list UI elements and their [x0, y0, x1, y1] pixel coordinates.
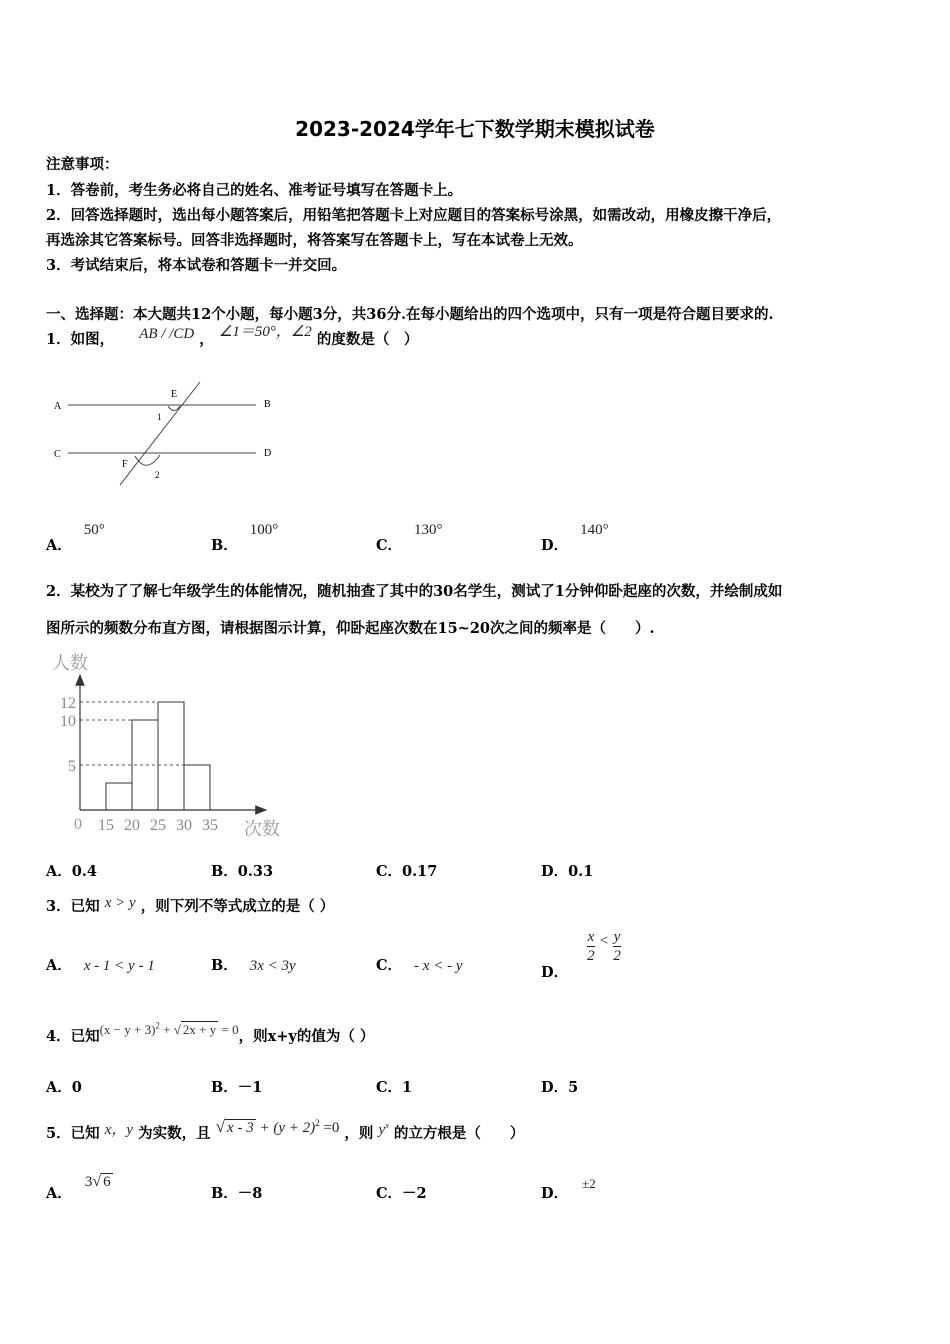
question-4: 4．已知$^{(x - y + 3)^2 + √ 2x + y = 0}$，则x+y的值为（ ）: [46, 1020, 375, 1045]
q2-line-1: 2．某校为了了解七年级学生的体能情况，随机抽查了其中的30名学生，测试了1分钟仰卧起座的次数，并绘制成如: [46, 583, 783, 600]
x-tick-label: 35: [202, 817, 218, 834]
q3-option-c[interactable]: C． - x < - y: [376, 957, 463, 974]
note-item: 1．答卷前，考生务必将自己的姓名、准考证号填写在答题卡上。: [46, 182, 463, 199]
notes-heading: 注意事项：: [46, 156, 119, 173]
note-item: 3．考试结束后，将本试卷和答题卡一并交回。: [46, 257, 347, 274]
q1-math-angle: ∠1＝50°，∠2: [218, 324, 312, 340]
q1-math-parallel: AB / /CD: [139, 326, 195, 342]
x-tick-label: 25: [150, 817, 166, 834]
q5-option-d[interactable]: D．±2: [541, 1176, 596, 1202]
q1-option-b[interactable]: B．100°: [211, 522, 279, 554]
q2-option-d[interactable]: D．0.1: [541, 863, 594, 880]
x-axis-label: 次数: [244, 819, 280, 839]
q1-option-a[interactable]: A．50°: [46, 522, 105, 554]
question-1: [46, 324, 419, 349]
question-3: 3．已知 x > y ，则下列不等式成立的是（ ）: [46, 895, 335, 915]
histogram-bar: [184, 765, 210, 810]
note-item: 2．回答选择题时，选出每小题答案后，用铅笔把答题卡上对应题目的答案标号涂黑，如需改动，用橡皮擦干净后，: [46, 207, 782, 224]
q4-expression: (x − y + 3)2 + √ 2x + y = 0: [99, 1020, 239, 1037]
q1-prefix: 1．如图，: [46, 331, 115, 348]
label-a: A: [54, 401, 62, 412]
q5-option-a[interactable]: A． 3√ 6: [46, 1173, 111, 1202]
label-d: D: [264, 448, 272, 459]
y-tick-label: 5: [68, 758, 76, 775]
y-tick-label: 12: [60, 695, 76, 712]
label-angle-1: 1: [157, 412, 162, 422]
histogram-bar: [158, 702, 184, 810]
q1-comma: ，: [199, 331, 214, 348]
x-tick-label: 30: [176, 817, 192, 834]
q5-option-c[interactable]: C．－2: [376, 1185, 427, 1202]
label-b: B: [264, 399, 271, 410]
q5-option-b[interactable]: B．－8: [211, 1185, 263, 1202]
q3-option-a[interactable]: A． x - 1 < y - 1: [46, 957, 155, 974]
line-transversal: [120, 382, 200, 485]
q4-option-b[interactable]: B．－1: [211, 1079, 263, 1096]
y-tick-label: 10: [60, 713, 76, 730]
q4-option-c[interactable]: C．1: [376, 1079, 413, 1096]
q3-option-b[interactable]: B． 3x < 3y: [211, 957, 296, 974]
q1-suffix: 的度数是（ ）: [316, 331, 419, 348]
label-f: F: [122, 459, 128, 470]
q3-condition: x > y: [104, 895, 136, 911]
label-e: E: [171, 389, 178, 400]
q2-option-b[interactable]: B．0.33: [211, 863, 274, 880]
x-tick-label: 20: [124, 817, 140, 834]
histogram-chart: [46, 645, 306, 845]
label-c: C: [54, 449, 61, 460]
q4-option-a[interactable]: A．0: [46, 1079, 82, 1096]
origin-label: 0: [74, 816, 82, 833]
y-axis-label: 人数: [52, 653, 88, 673]
x-tick-label: 15: [98, 817, 114, 834]
q5-expression: √ $x - 3 + (y + 2)^2 =0$: [215, 1117, 340, 1136]
histogram-bar: [106, 783, 132, 810]
label-angle-2: 2: [155, 470, 160, 480]
parallel-lines-figure: [46, 375, 286, 495]
note-item: 再选涂其它答案标号。回答非选择题时，将答案写在答题卡上，写在本试卷上无效。: [46, 232, 583, 249]
page-title: 2023-2024学年七下数学期末模拟试卷: [295, 117, 655, 141]
section-header: 一、选择题：本大题共12个小题，每小题3分，共36分.在每小题给出的四个选项中，只有一项是符合题目要求的.: [46, 306, 774, 323]
q2-option-c[interactable]: C．0.17: [376, 863, 438, 880]
q2-option-a[interactable]: A．0.4: [46, 863, 97, 880]
q1-option-c[interactable]: C．130°: [376, 522, 443, 554]
q3-option-d[interactable]: D． $\frac{x}{2}$ < $\frac{y}{2}$: [541, 929, 621, 981]
q4-option-d[interactable]: D．5: [541, 1079, 579, 1096]
q2-line-2: 图所示的频数分布直方图，请根据图示计算，仰卧起座次数在15~20次之间的频率是（ ）.: [46, 620, 655, 637]
question-5: 5．已知 x，y 为实数，且 √ $x - 3 + (y + 2)^2 =0$ ，则 $y^x$ 的立方根是（ ）: [46, 1117, 525, 1142]
q1-option-d[interactable]: D．140°: [541, 522, 609, 554]
